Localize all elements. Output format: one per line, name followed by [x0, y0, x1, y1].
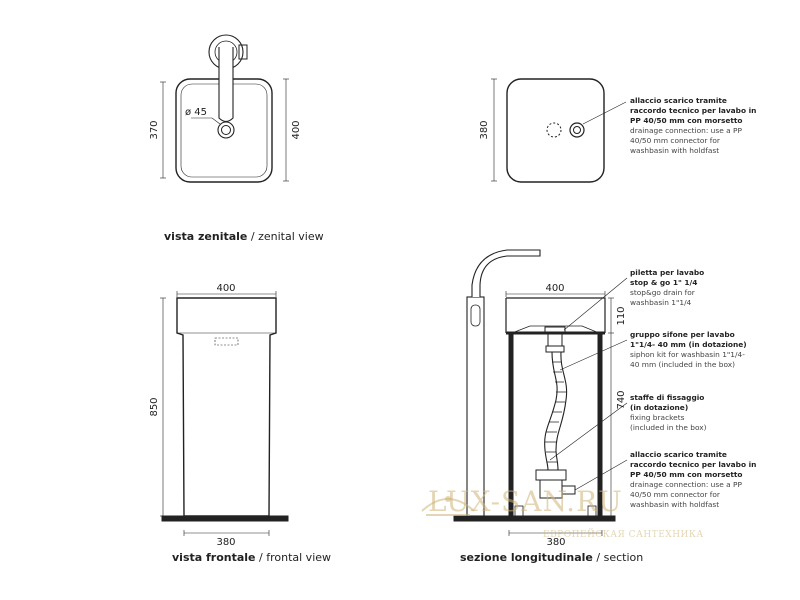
faucet-spout: [219, 47, 233, 122]
leader-staffe: [550, 403, 627, 460]
note-piletta: [630, 268, 704, 308]
note-line: raccordo tecnico per lavabo in: [630, 106, 757, 115]
section-column-outline: [506, 298, 605, 333]
dim-850: 850: [149, 397, 160, 417]
note-line: washbasin with holdfast: [630, 500, 720, 509]
note-line: (in dotazione): [630, 403, 689, 412]
drain-outer: [218, 122, 234, 138]
dim-400-top: 400: [291, 120, 302, 140]
caption-zenital-it: vista zenitale: [164, 230, 248, 243]
note-line: piletta per lavabo: [630, 268, 705, 277]
note-line: washbasin 1"1/4: [630, 298, 692, 307]
siphon-trap: [536, 470, 566, 480]
caption-zenital: vista zenitale / zenital view: [164, 230, 324, 243]
note-line: 40/50 mm connector for: [630, 136, 720, 145]
dim-370: 370: [149, 120, 160, 140]
note-line: gruppo sifone per lavabo: [630, 330, 735, 339]
caption-section: sezione longitudinale / section: [460, 551, 644, 564]
note-line: PP 40/50 mm con morsetto: [630, 116, 743, 125]
caption-zenital-en: zenital view: [258, 230, 324, 243]
watermark-tagline: ЕВРОПЕЙСКАЯ САНТЕХНИКА: [543, 530, 704, 540]
note-line: PP 40/50 mm con morsetto: [630, 470, 743, 479]
faucet-arch: [472, 250, 540, 297]
note-line: siphon kit for washbasin 1"1/4-: [630, 350, 745, 359]
dim-380-front: 380: [216, 537, 236, 548]
column-outline: [177, 298, 276, 516]
hole-dashed: [547, 123, 561, 137]
note-sifone: [630, 330, 747, 370]
dim-400-front: 400: [216, 283, 236, 294]
note-line: 40/50 mm connector for: [630, 490, 720, 499]
leader-sifone: [560, 340, 627, 370]
note-line: stop&go drain for: [630, 288, 695, 297]
note-line: allaccio scarico tramite: [630, 96, 727, 105]
note-line: stop & go 1" 1/4: [630, 278, 698, 287]
caption-frontal: vista frontale / frontal view: [172, 551, 332, 564]
note-line: staffe di fissaggio: [630, 393, 705, 402]
overflow-slot: [215, 338, 238, 345]
dim-drain-diameter: ø 45: [185, 107, 208, 118]
drain-right-inner: [574, 127, 581, 134]
caption-frontal-it: vista frontale: [172, 551, 256, 564]
watermark-brand: LUX-SAN.RU: [428, 485, 623, 518]
dim-380-section: 380: [546, 537, 566, 548]
note-line: 40 mm (included in the box): [630, 360, 736, 369]
caption-frontal-en: frontal view: [266, 551, 332, 564]
dim-740: 740: [616, 390, 627, 410]
basin-outline-right: [507, 79, 604, 182]
dim-110: 110: [616, 306, 627, 326]
note-line: fixing brackets: [630, 413, 685, 422]
note-line: 1"1/4- 40 mm (in dotazione): [630, 340, 747, 349]
note-line: allaccio scarico tramite: [630, 450, 727, 459]
zenital-view-drain: [491, 79, 626, 182]
dim-380-top: 380: [479, 120, 490, 140]
caption-section-it: sezione longitudinale: [460, 551, 593, 564]
dim-400-section: 400: [545, 283, 565, 294]
frontal-view: [160, 291, 288, 536]
note-staffe: [630, 393, 707, 433]
note-line: washbasin with holdfast: [630, 146, 720, 155]
floor-base: [162, 516, 288, 521]
drain-right-outer: [570, 123, 584, 137]
zenital-view: [160, 35, 289, 182]
note-line: (included in the box): [630, 423, 707, 432]
note-drain-connection-top: [630, 96, 756, 156]
note-drain-connection-bottom: [630, 450, 756, 510]
drain-inner: [222, 126, 231, 135]
note-line: drainage connection: use a PP: [630, 480, 742, 489]
caption-section-en: section: [603, 551, 644, 564]
note-line: drainage connection: use a PP: [630, 126, 742, 135]
note-line: raccordo tecnico per lavabo in: [630, 460, 757, 469]
